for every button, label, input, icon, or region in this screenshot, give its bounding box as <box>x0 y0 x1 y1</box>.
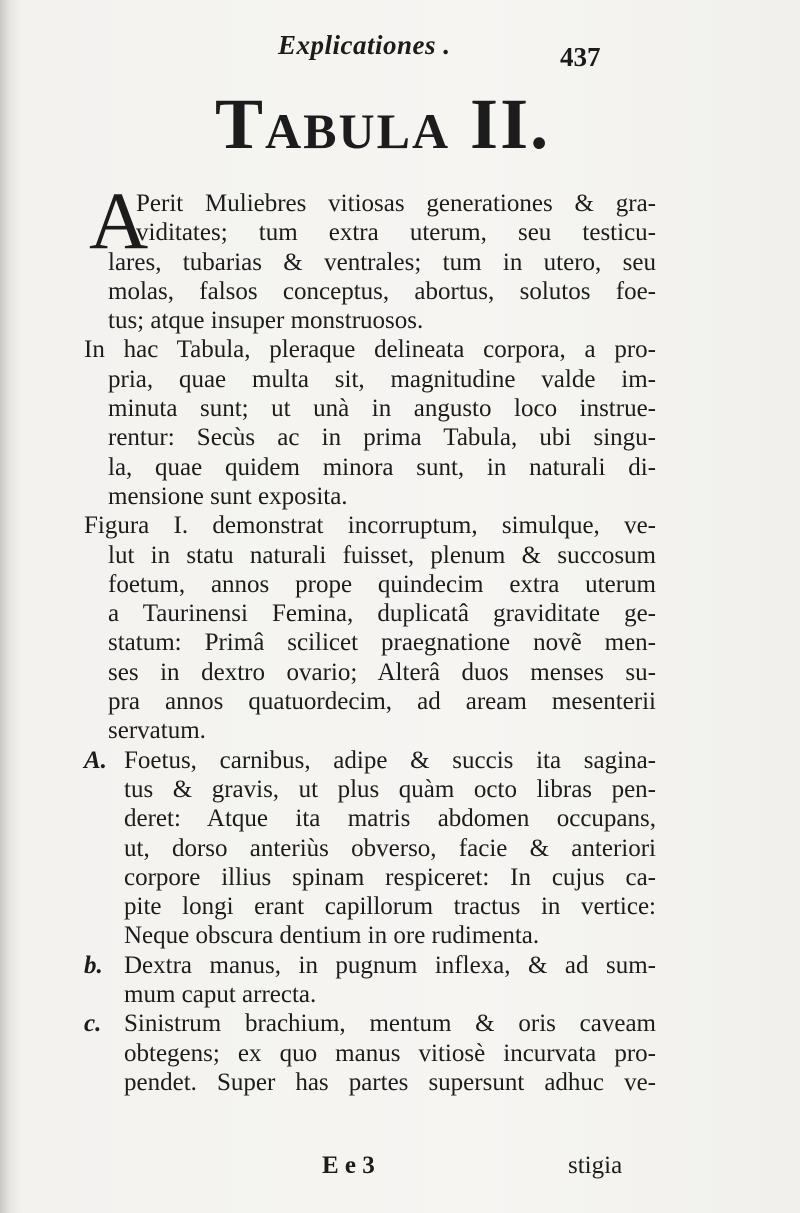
text-line: deret: Atque ita matris abdomen occupans, <box>124 805 656 833</box>
item-b <box>84 951 656 1010</box>
item-c <box>84 1009 656 1097</box>
text-line: In hac Tabula, pleraque delineata corpora, a pro- <box>84 336 656 364</box>
text-line: la, quae quidem minora sunt, in naturali di- <box>108 453 656 481</box>
text-line: pria, quae multa sit, magnitudine valde im- <box>108 365 656 393</box>
text-line: servatum. <box>108 717 206 745</box>
text-line: ut, dorso anteriùs obverso, facie & anteriori <box>124 834 656 862</box>
text-line: tus & gravis, ut plus quàm octo libras pen- <box>124 775 656 803</box>
page-number: 437 <box>560 42 601 72</box>
catchword: stigia <box>568 1152 623 1179</box>
text-line: statum: Primâ scilicet praegnatione novẽ men- <box>108 629 656 657</box>
item-label: A. <box>84 746 107 774</box>
body-text <box>84 175 656 1097</box>
text-line: pra annos quatuordecim, ad aream mesenterii <box>108 688 656 716</box>
text-line: ses in dextro ovario; Alterâ duos menses su- <box>108 658 656 686</box>
text-line: lares, tubarias & ventrales; tum in utero, seu <box>108 248 656 276</box>
text-line: Dextra manus, in pugnum inflexa, & ad sum- <box>124 951 656 979</box>
text-line: Neque obscura dentium in ore rudimenta. <box>124 922 540 950</box>
text-line: Figura I. demonstrat incorruptum, simulque, ve- <box>84 512 656 540</box>
text-line: Sinistrum brachium, mentum & oris caveam <box>124 1010 656 1038</box>
text-line: a Taurinensi Femina, duplicatâ graviditate ge- <box>108 600 656 628</box>
text-line: pite longi erant capillorum tractus in vertice: <box>124 893 656 921</box>
signature-mark: E e 3 <box>322 1152 375 1179</box>
page-title: Tabula II. <box>215 84 551 164</box>
item-label: c. <box>84 1010 102 1038</box>
text-line: Perit Muliebres vitiosas generationes & gra- <box>136 190 656 217</box>
intro-paragraph <box>84 175 656 335</box>
text-line: viditates; tum extra uterum, seu testicu- <box>136 219 656 247</box>
text-line: Foetus, carnibus, adipe & succis ita sagina- <box>124 746 656 774</box>
text-line: mum caput arrecta. <box>124 981 317 1009</box>
drop-cap: A <box>89 175 149 266</box>
running-title: Explicationes . <box>278 30 451 60</box>
text-line: pendet. Super has partes supersunt adhuc ve- <box>124 1068 656 1096</box>
text-line: tus; atque insuper monstruosos. <box>108 307 424 335</box>
paragraph-figura <box>84 511 656 745</box>
text-line: rentur: Secùs ac in prima Tabula, ubi singu- <box>108 424 656 452</box>
text-line: lut in statu naturali fuisset, plenum & succosum <box>108 541 656 569</box>
paragraph-tabula <box>84 335 656 511</box>
text-line: corpore illius spinam respiceret: In cujus ca- <box>124 863 656 891</box>
item-label: b. <box>84 951 103 979</box>
text-line: minuta sunt; ut unà in angusto loco instrue- <box>108 395 656 423</box>
text-line: molas, falsos conceptus, abortus, solutos foe- <box>108 277 656 305</box>
item-a <box>84 746 656 951</box>
text-line: mensione sunt exposita. <box>108 482 348 510</box>
text-line: obtegens; ex quo manus vitiosè incurvata pro- <box>124 1039 656 1067</box>
text-line: foetum, annos prope quindecim extra uterum <box>108 570 656 598</box>
